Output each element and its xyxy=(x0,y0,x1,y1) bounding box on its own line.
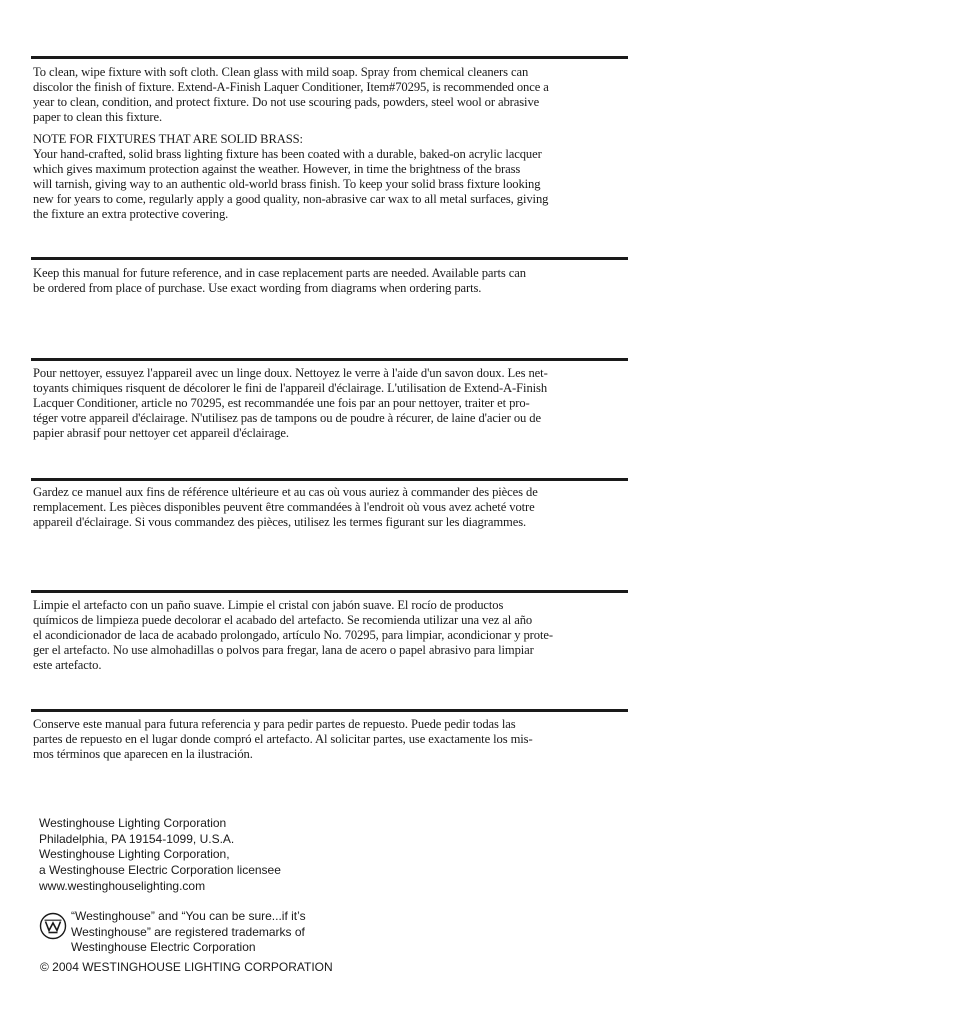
section-divider-parts-fr xyxy=(31,478,628,481)
parts-text-en: Keep this manual for future reference, and in case replacement parts are needed. Available parts can be ordered from place of purchase. Use exact wording from diagrams when ordering parts. xyxy=(33,266,526,295)
licensee-statement: a Westinghouse Electric Corporation licensee xyxy=(39,863,281,877)
westinghouse-logo-icon xyxy=(39,912,67,940)
company-website: www.westinghouselighting.com xyxy=(39,879,206,893)
company-name-licensee: Westinghouse Lighting Corporation, xyxy=(39,847,230,861)
care-text-es: Limpie el artefacto con un paño suave. Limpie el cristal con jabón suave. El rocío de productos químicos de limpieza puede decolorar el acabado del artefacto. Se recomienda utilizar una vez al año el acondicionador de laca de acabado prolongado, artículo No. 70295, para limpiar, acondicionar y prote- ger el artefacto. No use almohadillas o polvos para fregar, lana de acero o papel abrasivo para limpiar este artefacto. xyxy=(33,598,553,672)
section-divider-care-en xyxy=(31,56,628,59)
section-divider-parts-es xyxy=(31,709,628,712)
care-text-fr: Pour nettoyer, essuyez l'appareil avec un linge doux. Nettoyez le verre à l'aide d'un savon doux. Les net- toyants chimiques risquent de décolorer le fini de l'appareil d'éclairage. L'utilisation de Extend-A-Finish Lacquer Conditioner, article no 70295, est recommandée une fois par an pour nettoyer, traiter et pro- téger votre appareil d'éclairage. N'utilisez pas de tampons ou de poudre à récurer, de laine d'acier ou de papier abrasif pour nettoyer cet appareil d'éclairage. xyxy=(33,366,548,440)
care-brass-note-en: NOTE FOR FIXTURES THAT ARE SOLID BRASS: Your hand-crafted, solid brass lighting fixture has been coated with a durable, baked-on acrylic lacquer which gives maximum protection against the weather. However, in time the brightness of the brass will tarnish, giving way to an authentic old-world brass finish. To keep your solid brass fixture looking new for years to come, regularly apply a good quality, non-abrasive car wax to all metal surfaces, giving the fixture an extra protective covering. xyxy=(33,132,549,221)
trademark-notice: “Westinghouse” and “You can be sure...if it’s Westinghouse” are registered trademarks of Westinghouse Electric Corporation xyxy=(71,909,306,955)
parts-text-fr: Gardez ce manuel aux fins de référence ultérieure et au cas où vous auriez à commander des pièces de remplacement. Les pièces disponibles peuvent être commandées à l'endroit où vous avez acheté votre appareil d'éclairage. Si vous commandez des pièces, utilisez les termes figurant sur les diagrammes. xyxy=(33,485,538,529)
company-name: Westinghouse Lighting Corporation xyxy=(39,816,227,830)
section-divider-parts-en xyxy=(31,257,628,260)
section-divider-care-fr xyxy=(31,358,628,361)
care-cleaning-en: To clean, wipe fixture with soft cloth. Clean glass with mild soap. Spray from chemical cleaners can discolor the finish of fixture. Extend-A-Finish Laquer Conditioner, Item#70295, is recommended once a year to clean, condition, and protect fixture. Do not use scouring pads, powders, steel wool or abrasive paper to clean this fixture. xyxy=(33,65,549,124)
section-divider-care-es xyxy=(31,590,628,593)
copyright-notice: © 2004 WESTINGHOUSE LIGHTING CORPORATION xyxy=(40,960,333,974)
company-address: Philadelphia, PA 19154-1099, U.S.A. xyxy=(39,832,235,846)
parts-text-es: Conserve este manual para futura referencia y para pedir partes de repuesto. Puede pedir todas las partes de repuesto en el lugar donde compró el artefacto. Al solicitar partes, use exactamente los mis- mos términos que aparecen en la ilustración. xyxy=(33,717,533,761)
